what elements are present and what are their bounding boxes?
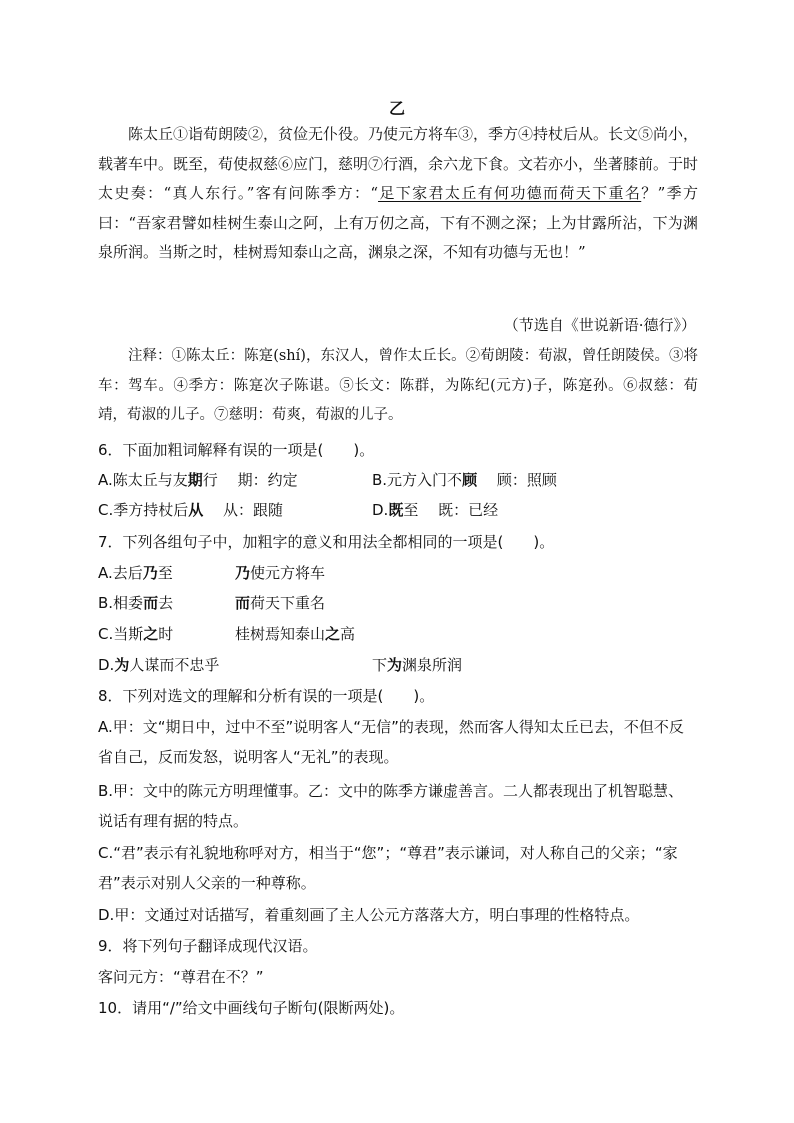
q7-option-a[interactable]: A.去后乃至	[98, 564, 173, 582]
q8-option-c[interactable]: C.“君”表示有礼貌地称呼对方，相当于“您”；“尊君”表示谦词，对人称自己的父亲；“家君”表示对别人父亲的一种尊称。	[98, 844, 678, 892]
passage-text	[98, 120, 698, 268]
passage-source: （节选自《世说新语·德行》）	[503, 316, 696, 334]
passage-title: 乙	[388, 99, 405, 118]
q8-option-b[interactable]: B.甲：文中的陈元方明理懂事。乙：文中的陈季方谦虚善言。二人都表现出了机智聪慧、说话有理有据的特点。	[98, 782, 684, 830]
q6-option-a[interactable]: A.陈太丘与友期行 期：约定	[98, 471, 298, 489]
q8-option-a[interactable]: A.甲：文“期日中，过中不至”说明客人“无信”的表现，然而客人得知太丘已去，不但不反省自己，反而发怒，说明客人“无礼”的表现。	[98, 718, 684, 766]
q7-option-b-right: 而荷天下重名	[235, 594, 326, 612]
q7-option-c[interactable]: C.当斯之时	[98, 625, 174, 643]
q7-option-d[interactable]: D.为人谋而不忠乎	[98, 656, 220, 674]
q7-stem: 7．下列各组句子中，加粗字的意义和用法全都相同的一项是( )。	[98, 533, 555, 551]
passage-part-1: 陈太丘①诣荀朗陵②，贫俭无仆役。乃使元方将车③，季方④持杖后从。长文⑤尚小，载著车中。既至，荀使叔慈⑥应门，慈明⑦行酒，余六龙下食。文若亦小，坐著膝前。于时太史奏：“真人东行。”客有问陈季方：“	[98, 125, 699, 202]
passage-notes: 注释：①陈太丘：陈寔(shí)，东汉人，曾作太丘长。②荀朗陵：荀淑，曾任朗陵侯。③将车：驾车。④季方：陈寔次子陈谌。⑤长文：陈群，为陈纪(元方)子，陈寔孙。⑥叔慈：荀靖，荀淑的儿子。⑦慈明：荀爽，荀淑的儿子。	[98, 348, 698, 423]
q9-stem: 9．将下列句子翻译成现代汉语。	[98, 937, 318, 955]
passage-part-2: ？”季方曰：“吾家君譬如桂树生泰山之阿，上有万仞之高，下有不测之深；上为甘露所沾，下为渊泉所润。当斯之时，桂树焉知泰山之高，渊泉之深，不知有功德与无也！”	[98, 184, 698, 261]
q6-option-c[interactable]: C.季方持杖后从 从：跟随	[98, 501, 284, 519]
q9-sentence: 客问元方：“尊君在不？”	[98, 968, 264, 986]
q6-option-d[interactable]: D.既至 既：已经	[372, 501, 499, 519]
q6-stem: 6．下面加粗词解释有误的一项是( )。	[98, 441, 375, 459]
q6-option-b[interactable]: B.元方入门不顾 顾：照顾	[372, 471, 557, 489]
q7-option-a-right: 乃使元方将车	[235, 564, 326, 582]
q8-stem: 8．下列对选文的理解和分析有误的一项是( )。	[98, 687, 435, 705]
underlined-sentence: 足下家君太丘有何功德而荷天下重名	[378, 184, 642, 202]
q7-option-b[interactable]: B.相委而去	[98, 594, 174, 612]
q7-option-d-right: 下为渊泉所润	[372, 656, 463, 674]
q10-stem: 10．请用“/”给文中画线句子断句(限断两处)。	[98, 999, 405, 1017]
q7-option-c-right: 桂树焉知泰山之高	[235, 625, 356, 643]
q8-option-d[interactable]: D.甲：文通过对话描写，着重刻画了主人公元方落落大方，明白事理的性格特点。	[98, 906, 640, 924]
